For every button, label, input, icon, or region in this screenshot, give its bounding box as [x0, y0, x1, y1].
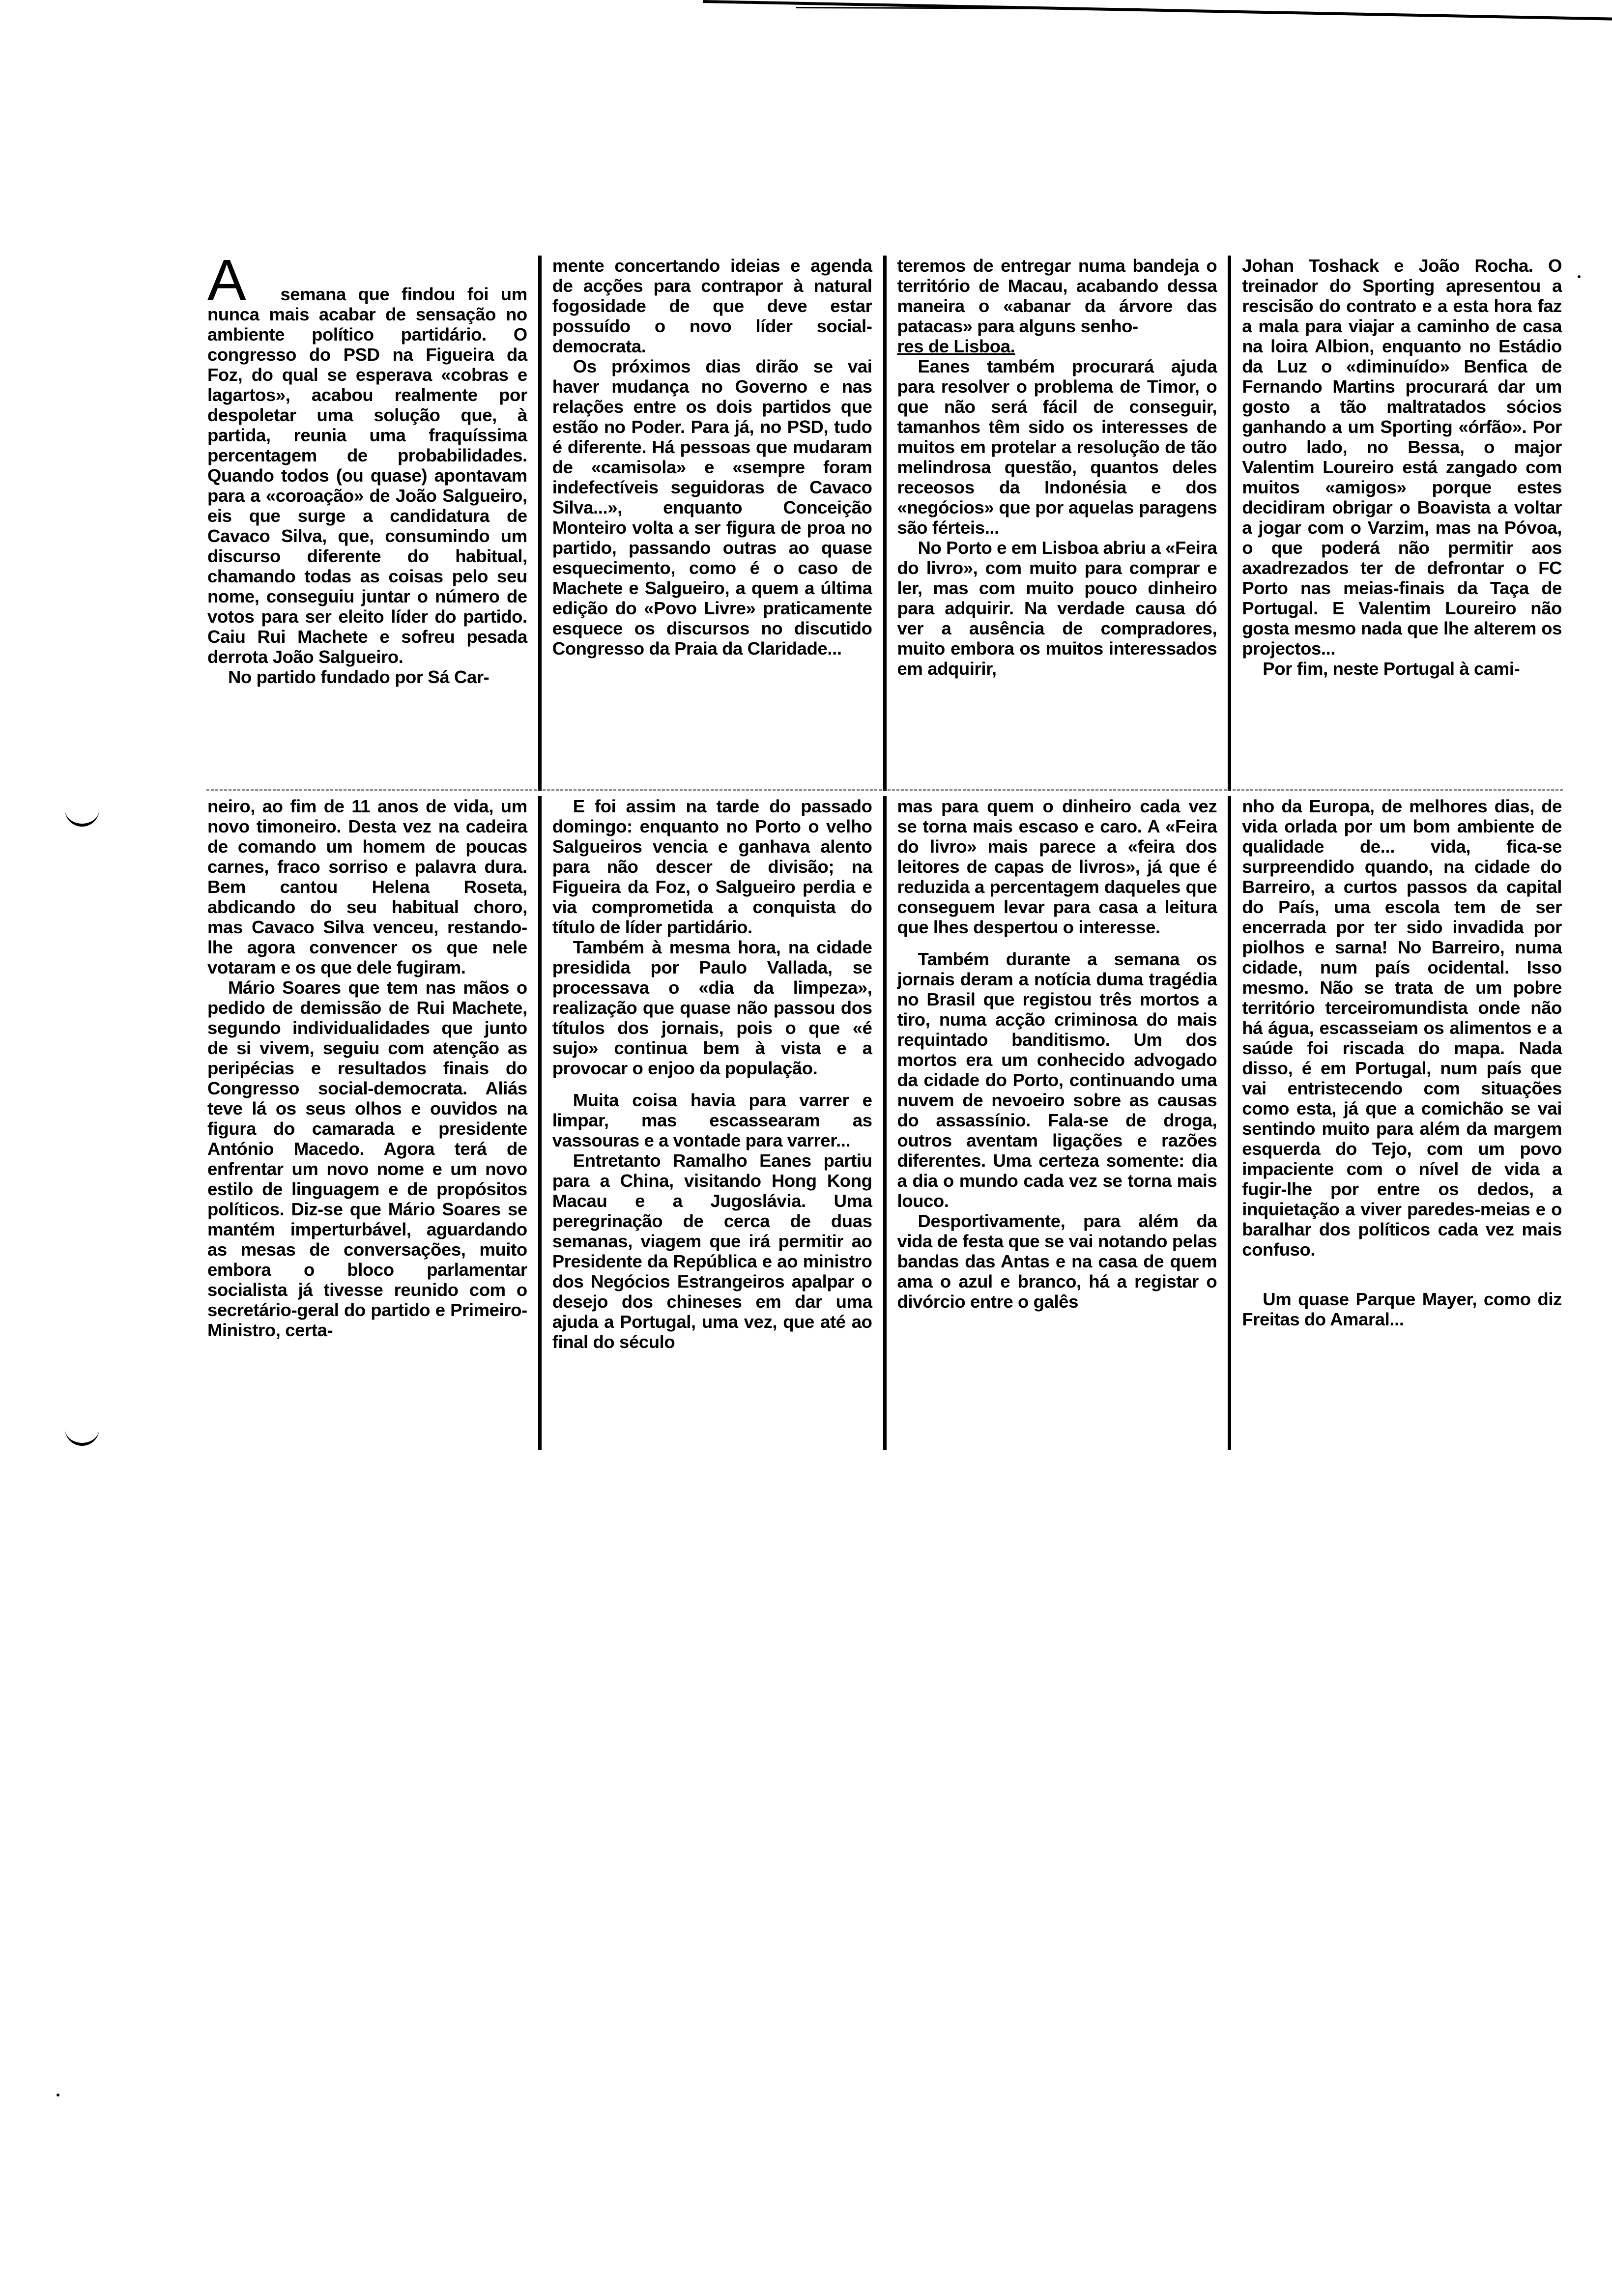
paragraph: teremos de entregar numa bandeja o território de Macau, acabando dessa maneira o «abanar da árvore das patacas» para alguns senho- [897, 256, 1217, 336]
paragraph: semana que findou foi um nunca mais acabar de sensação no ambiente político partidário. O congresso do PSD na Figueira da Foz, do qual se esperava «cobras e lagartos», acabou realmente por despoletar uma solução que, à partida, reunia uma fraquíssima percentagem de probabilidades. Quando todos (ou quase) apontavam para a «coroação» de João Salgueiro, eis que surge a candidatura de Cavaco Silva, que, consumindo um discurso diferente do habitual, chamando todas as coisas pelo seu nome, conseguiu juntar o número de votos para ser eleito líder do partido. Caiu Rui Machete e sofreu pesada derrota João Salgueiro. [207, 284, 527, 667]
paragraph: E foi assim na tarde do passado domingo: enquanto no Porto o velho Salgueiros vencia e ganhava alento para não descer de divisão; na Figueira da Foz, o Salgueiro perdia e via comprometida a conquista do título de líder partidário. [552, 796, 872, 937]
paragraph: Também durante a semana os jornais deram a notícia duma tragédia no Brasil que registou três mortos a tiro, numa acção criminosa do mais requintado banditismo. Um dos mortos era um conhecido advogado da cidade do Porto, continuando uma nuvem de nevoeiro sobre as causas do assassínio. Fala-se de droga, outros aventam ligações e razões diferentes. Uma certeza somente: dia a dia o mundo cada vez se torna mais louco. [897, 949, 1217, 1211]
column-bottom-1 [197, 796, 538, 1450]
paragraph: Um quase Parque Mayer, como diz Freitas do Amaral... [1242, 1289, 1562, 1329]
paragraph: Os próximos dias dirão se vai haver mudança no Governo e nas relações entre os dois partidos que estão no Poder. Para já, no PSD, tudo é diferente. Há pessoas que mudaram de «camisola» e «sempre foram indefectíveis seguidoras de Cavaco Silva...», enquanto Conceição Monteiro volta a ser figura de proa no partido, passando outras ao quase esquecimento, como é o caso de Machete e Salgueiro, a quem a última edição do «Povo Livre» praticamente esquece os discursos no discutido Congresso da Praia da Claridade... [552, 356, 872, 659]
paragraph: mas para quem o dinheiro cada vez se torna mais escaso e caro. A «Feira do livro» mais parece a «feira dos leitores de capas de livros», já que é reduzida a percentagem daqueles que conseguem levar para casa a leitura que lhes despertou o interesse. [897, 796, 1217, 937]
punch-hole-mark [65, 1425, 99, 1446]
cut-line [206, 789, 1563, 791]
article-top-band [197, 248, 1573, 791]
scan-speck [57, 2094, 59, 2096]
article-bottom-band [197, 796, 1573, 1450]
column-bottom-3 [883, 796, 1228, 1450]
paragraph: Desportivamente, para além da vida de festa que se vai notando pelas bandas das Antas e na casa de quem ama o azul e branco, há a registar o divórcio entre o galês [897, 1211, 1217, 1312]
paragraph: mente concertando ideias e agenda de acções para contrapor à natural fogosidade de que deve estar possuído o novo líder social-democrata. [552, 256, 872, 356]
drop-cap: A [207, 248, 246, 313]
column-bottom-4 [1228, 796, 1573, 1450]
paragraph: Johan Toshack e João Rocha. O treinador do Sporting apresentou a rescisão do contrato e a esta hora faz a mala para viajar a caminho de casa na loira Albion, enquanto no Estádio da Luz o «diminuído» Benfica de Fernando Martins procurará dar um gosto a tão maltratados sócios ganhando a um Sporting «órfão». Por outro lado, no Bessa, o major Valentim Loureiro está zangado com muitos «amigos» porque estes decidiram obrigar o Boavista a voltar a jogar com o Varzim, mas na Póvoa, o que poderá não permitir aos axadrezados ter de defrontar o FC Porto nas meias-finais da Taça de Portugal. E Valentim Loureiro não gosta mesmo nada que lhe alterem os projectos... [1242, 256, 1562, 659]
paragraph: neiro, ao fim de 11 anos de vida, um novo timoneiro. Desta vez na cadeira de comando um homem de poucas carnes, fraco sorriso e palavra dura. Bem cantou Helena Roseta, abdicando do seu habitual choro, mas Cavaco Silva venceu, restando-lhe agora convencer os que nele votaram e os que dele fugiram. [207, 796, 527, 977]
paragraph: nho da Europa, de melhores dias, de vida orlada por um bom ambiente de qualidade de... vida, fica-se surpreendido quando, na cidade do Barreiro, a curtos passos da capital do País, uma escola tem de ser encerrada por ter sido invadida por piolhos e sarna! No Barreiro, numa cidade, num país ocidental. Isso mesmo. Não se trata de um pobre território terceiromundista onde não há água, escasseiam os alimentos e a saúde foi riscada do mapa. Nada disso, é em Portugal, num país que vai entristecendo com situações como esta, já que a comichão se vai sentindo muito para além da margem esquerda do Tejo, com um povo impaciente com o nível de vida a fugir-lhe por entre os dedos, a inquietação a viver paredes-meias e o baralhar dos políticos cada vez mais confuso. [1242, 796, 1562, 1260]
paragraph: Muita coisa havia para varrer e limpar, mas escassearam as vassouras e a vontade para varrer... [552, 1090, 872, 1150]
paragraph: Também à mesma hora, na cidade presidida por Paulo Vallada, se processava o «dia da limpeza», realização que quase não passou dos títulos dos jornais, pois o que «é sujo» continua bem à vista e a provocar o enjoo da população. [552, 937, 872, 1078]
paragraph: Entretanto Ramalho Eanes partiu para a China, visitando Hong Kong Macau e a Jugoslávia. Uma peregrinação de cerca de duas semanas, viagem que irá permitir ao Presidente da República e ao ministro dos Negócios Estrangeiros apalpar o desejo dos chineses em dar uma ajuda a Portugal, uma vez, que até ao final do século [552, 1150, 872, 1352]
paragraph: Eanes também procurará ajuda para resolver o problema de Timor, o que não será fácil de conseguir, tamanhos têm sido os interesses de muitos em protelar a resolução de tão melindrosa questão, quantos deles receosos da Indonésia e dos «negócios» que por aquelas paragens são férteis... [897, 356, 1217, 538]
page-edge-shadow [703, 0, 1612, 21]
paragraph: Mário Soares que tem nas mãos o pedido de demissão de Rui Machete, segundo individualidades que junto de si vivem, seguiu com atenção as peripécias e resultados finais do Congresso social-democrata. Aliás teve lá os seus olhos e ouvidos na figura do camarada e presidente António Macedo. Agora terá de enfrentar um novo nome e um novo estilo de linguagem e de propósitos políticos. Diz-se que Mário Soares se mantém imperturbável, aguardando as mesas de conversações, muito embora o bloco parlamentar socialista já tivesse reunido com o secretário-geral do partido e Primeiro-Ministro, certa- [207, 977, 527, 1340]
column-top-2 [538, 256, 883, 791]
punch-hole-mark [65, 806, 99, 827]
column-top-4 [1228, 256, 1573, 791]
column-top-3 [883, 256, 1228, 791]
paragraph: Por fim, neste Portugal à cami- [1263, 659, 1520, 679]
column-bottom-2 [538, 796, 883, 1450]
paragraph-underlined: res de Lisboa. [897, 336, 1015, 356]
paragraph: No partido fundado por Sá Car- [228, 667, 489, 687]
column-top-1 [197, 248, 538, 791]
scan-speck [1578, 275, 1581, 278]
paragraph: No Porto e em Lisboa abriu a «Feira do livro», com muito para comprar e ler, mas com muito pouco dinheiro para adquirir. Na verdade causa dó ver a ausência de compradores, muito embora os muitos interessados em adquirir, [897, 538, 1217, 679]
